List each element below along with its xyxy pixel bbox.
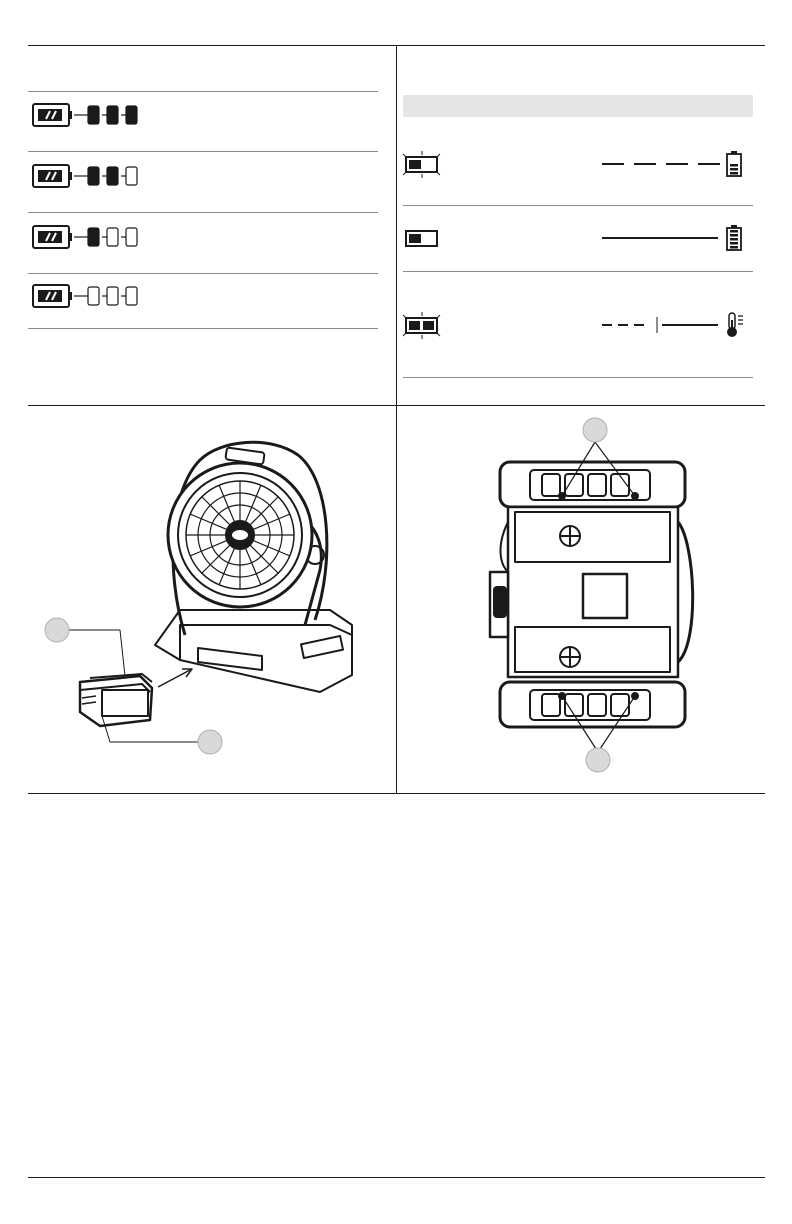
fuel-gauge-row [32, 102, 152, 128]
callout-marker-a [45, 618, 69, 642]
battery-icon [33, 165, 72, 187]
fuel-gauge-row [32, 224, 152, 250]
charger-table-header-band [403, 95, 753, 117]
blink-pattern [602, 233, 720, 243]
insert-arrow [158, 670, 190, 687]
callout-marker-c [583, 418, 607, 442]
fuel-gauge-rule [28, 212, 378, 213]
charger-table-rule [403, 271, 753, 272]
led-on [88, 228, 99, 246]
charge-indicator-icon [402, 223, 446, 253]
figure-bottom-rule [28, 793, 765, 794]
fuel-gauge-rule [28, 328, 378, 329]
led-on [88, 167, 99, 185]
blink-pattern [602, 320, 720, 330]
fan-body [508, 507, 678, 677]
battery-icon [33, 285, 72, 307]
callout-marker-d [586, 748, 610, 772]
footer-rule [28, 1177, 765, 1178]
fan-battery-illustration [30, 420, 390, 780]
led-off [107, 287, 118, 305]
charger-table-rule [403, 205, 753, 206]
column-divider-bottom [396, 405, 397, 793]
led-off [126, 287, 137, 305]
fan-underside-illustration [480, 412, 710, 782]
fuel-gauge-rule [28, 273, 378, 274]
led-on [107, 106, 118, 124]
charge-indicator-icon [402, 310, 446, 340]
led-on [126, 106, 137, 124]
battery-charging-icon [724, 150, 746, 178]
blink-pattern [602, 159, 720, 169]
led-off [88, 287, 99, 305]
charger-table-rule [403, 377, 753, 378]
led-on [88, 106, 99, 124]
led-off [107, 228, 118, 246]
fuel-gauge-row [32, 283, 152, 309]
battery-icon [33, 104, 72, 126]
thermometer-icon [724, 311, 746, 339]
callout-marker-b [198, 730, 222, 754]
column-divider-top [396, 45, 397, 405]
fuel-gauge-rule [28, 91, 378, 92]
led-off [126, 228, 137, 246]
battery-icon [33, 226, 72, 248]
fuel-gauge-row [32, 163, 152, 189]
charge-indicator-icon [402, 149, 446, 179]
fuel-gauge-rule [28, 151, 378, 152]
led-on [107, 167, 118, 185]
callout-leader [68, 630, 125, 676]
battery-full-icon [724, 224, 746, 252]
led-off [126, 167, 137, 185]
